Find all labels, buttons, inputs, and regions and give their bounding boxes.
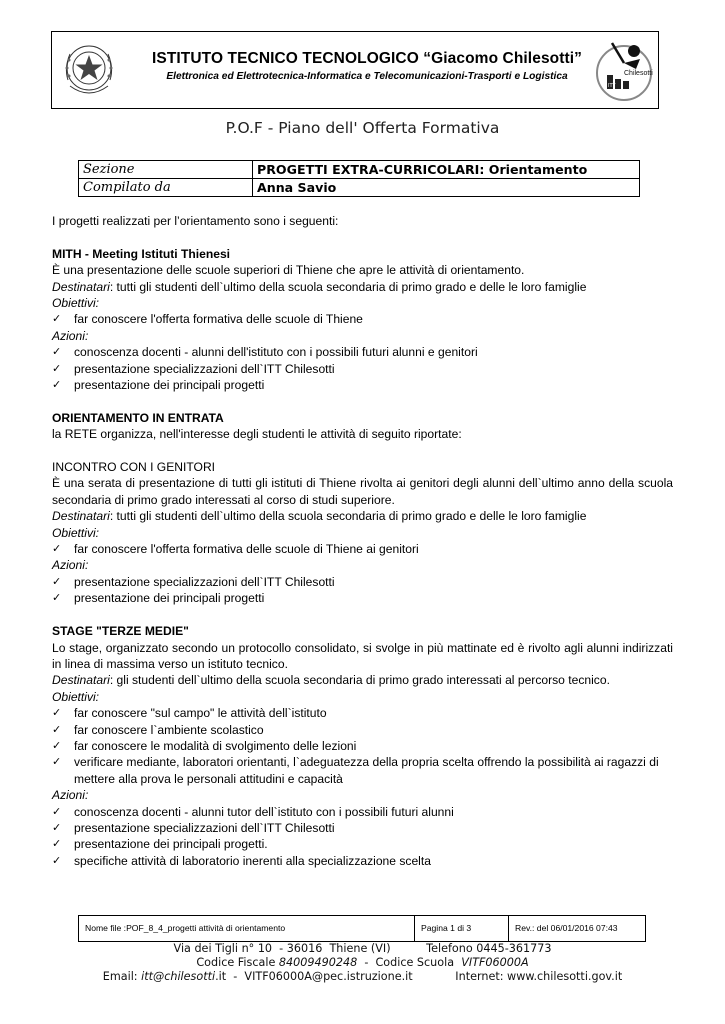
destinatari-text: : gli studenti dell`ultimo della scuola secondaria di primo grado interessati al percorso tecnico. bbox=[109, 673, 610, 688]
stage-heading: STAGE "TERZE MEDIE" bbox=[52, 624, 189, 639]
meta-value-compilato: Anna Savio bbox=[253, 179, 640, 197]
address-line: Via dei Tigli n° 10 - 36016 Thiene (VI) Telefono 0445-361773 bbox=[173, 942, 552, 955]
chilesotti-logo-icon bbox=[594, 35, 654, 105]
list-item-text: conoscenza docenti - alunni dell'istituto con i possibili futuri alunni e genitori bbox=[74, 345, 478, 360]
table-row bbox=[79, 179, 640, 197]
checkmark-icon: ✓ bbox=[52, 591, 62, 605]
mith-obiettivi-list bbox=[52, 311, 673, 327]
checkmark-icon: ✓ bbox=[52, 755, 62, 769]
checkmark-icon: ✓ bbox=[52, 542, 62, 556]
school-name: ISTITUTO TECNICO TECNOLOGICO “Giacomo Chilesotti” bbox=[151, 50, 583, 67]
list-item-text: presentazione dei principali progetti bbox=[74, 378, 265, 393]
school-code-label: - Codice Scuola bbox=[357, 956, 462, 969]
fiscal-code-label: Codice Fiscale bbox=[196, 956, 279, 969]
footer-file-name: Nome file :POF_8_4_progetti attività di orientamento bbox=[79, 916, 415, 941]
checkmark-icon: ✓ bbox=[52, 722, 62, 736]
stage-destinatari bbox=[52, 672, 673, 688]
azioni-label: Azioni: bbox=[52, 788, 89, 803]
genitori-heading: INCONTRO CON I GENITORI bbox=[52, 460, 216, 475]
email-label: Email: bbox=[102, 970, 142, 983]
list-item bbox=[52, 804, 673, 820]
document-meta-table bbox=[78, 160, 640, 197]
checkmark-icon: ✓ bbox=[52, 837, 62, 851]
stage-azioni-list bbox=[52, 804, 673, 870]
destinatari-text: : tutti gli studenti dell`ultimo della scuola secondaria di primo grado e delle le loro famiglie bbox=[109, 279, 587, 294]
stage-description: Lo stage, organizzato secondo un protocollo consolidato, si svolge in più mattinate ed è rivolto agli alunni indirizzati in linea di massima verso un istituto tecnico. bbox=[52, 640, 673, 671]
list-item bbox=[52, 377, 673, 393]
meta-key-sezione: Sezione bbox=[79, 161, 253, 179]
genitori-description: È una serata di presentazione di tutti gli istituti di Thiene rivolta ai genitori degli alunni dell`ultimo anno della scuola secondaria di primo grado interessati al corso di studi superiore. bbox=[52, 476, 673, 507]
list-item bbox=[52, 541, 673, 557]
obiettivi-label: Obiettivi: bbox=[52, 689, 100, 704]
list-item bbox=[52, 853, 673, 869]
list-item bbox=[52, 820, 673, 836]
mith-heading: MITH - Meeting Istituti Thienesi bbox=[52, 246, 231, 261]
table-row bbox=[79, 161, 640, 179]
list-item bbox=[52, 722, 673, 738]
meta-value-sezione: PROGETTI EXTRA-CURRICOLARI: Orientamento bbox=[253, 161, 640, 179]
list-item bbox=[52, 738, 673, 754]
contact-rest[interactable]: .it - VITF06000A@pec.istruzione.it Internet: www.chilesotti.gov.it bbox=[215, 970, 623, 983]
checkmark-icon: ✓ bbox=[52, 378, 62, 392]
list-item bbox=[52, 590, 673, 606]
checkmark-icon: ✓ bbox=[52, 574, 62, 588]
mith-description: È una presentazione delle scuole superiori di Thiene che apre le attività di orientamento. bbox=[52, 263, 525, 278]
document-title: P.O.F - Piano dell' Offerta Formativa bbox=[225, 119, 500, 137]
italian-republic-emblem-icon bbox=[62, 38, 116, 102]
logo-letters: ITT bbox=[608, 83, 616, 89]
checkmark-icon: ✓ bbox=[52, 361, 62, 375]
checkmark-icon: ✓ bbox=[52, 312, 62, 326]
meta-key-compilato: Compilato da bbox=[79, 179, 253, 197]
list-item-text: presentazione dei principali progetti. bbox=[74, 837, 268, 852]
intro-text: I progetti realizzati per l’orientamento sono i seguenti: bbox=[52, 214, 339, 228]
list-item-text: far conoscere l'offerta formativa delle scuole di Thiene ai genitori bbox=[74, 542, 419, 557]
azioni-label: Azioni: bbox=[52, 328, 89, 343]
email-user[interactable]: itt@chilesotti bbox=[141, 970, 216, 983]
logo-text: Chilesotti bbox=[624, 70, 653, 77]
genitori-azioni-list bbox=[52, 574, 673, 607]
checkmark-icon: ✓ bbox=[52, 820, 62, 834]
obiettivi-label: Obiettivi: bbox=[52, 525, 100, 540]
obiettivi-label: Obiettivi: bbox=[52, 296, 100, 311]
genitori-obiettivi-list bbox=[52, 541, 673, 557]
list-item bbox=[52, 344, 673, 360]
school-departments: Elettronica ed Elettrotecnica-Informatica e Telecomunicazioni-Trasporti e Logistica bbox=[166, 71, 568, 82]
list-item bbox=[52, 836, 673, 852]
destinatari-label: Destinatari bbox=[52, 279, 110, 294]
contact-line bbox=[0, 970, 725, 983]
list-item-text: far conoscere l`ambiente scolastico bbox=[74, 722, 264, 737]
checkmark-icon: ✓ bbox=[52, 706, 62, 720]
checkmark-icon: ✓ bbox=[52, 804, 62, 818]
list-item bbox=[52, 705, 673, 721]
document-body bbox=[52, 213, 673, 869]
list-item-text: presentazione specializzazioni dell`ITT Chilesotti bbox=[74, 574, 335, 589]
destinatari-text: : tutti gli studenti dell`ultimo della scuola secondaria di primo grado e delle le loro famiglie bbox=[109, 509, 587, 524]
azioni-label: Azioni: bbox=[52, 558, 89, 573]
list-item-text: presentazione dei principali progetti bbox=[74, 591, 265, 606]
list-item-text: presentazione specializzazioni dell`ITT Chilesotti bbox=[74, 361, 335, 376]
school-code-value: VITF06000A bbox=[461, 956, 529, 969]
fiscal-code-value: 84009490248 bbox=[278, 956, 358, 969]
checkmark-icon: ✓ bbox=[52, 853, 62, 867]
list-item-text: specifiche attività di laboratorio inerenti alla specializzazione scelta bbox=[74, 853, 431, 868]
letterhead bbox=[51, 31, 659, 109]
destinatari-label: Destinatari bbox=[52, 673, 110, 688]
list-item-text: far conoscere l'offerta formativa delle scuole di Thiene bbox=[74, 312, 363, 327]
stage-obiettivi-list bbox=[52, 705, 673, 787]
list-item bbox=[52, 311, 673, 327]
genitori-destinatari bbox=[52, 508, 673, 524]
list-item-text: far conoscere "sul campo" le attività dell`istituto bbox=[74, 706, 327, 721]
destinatari-label: Destinatari bbox=[52, 509, 110, 524]
list-item bbox=[52, 574, 673, 590]
entrata-description: la RETE organizza, nell'interesse degli studenti le attività di seguito riportate: bbox=[52, 427, 462, 442]
list-item-text: far conoscere le modalità di svolgimento delle lezioni bbox=[74, 738, 357, 753]
list-item-text: conoscenza docenti - alunni tutor dell`istituto con i possibili futuri alunni bbox=[74, 804, 454, 819]
footer-page-number: Pagina 1 di 3 bbox=[415, 916, 509, 941]
entrata-heading: ORIENTAMENTO IN ENTRATA bbox=[52, 410, 224, 425]
fiscal-code-line bbox=[0, 956, 725, 969]
footer-revision: Rev.: del 06/01/2016 07:43 bbox=[515, 923, 618, 933]
document-footer bbox=[78, 915, 646, 942]
mith-azioni-list bbox=[52, 344, 673, 393]
list-item-text: verificare mediante, laboratori orientanti, l`adeguatezza della propria scelta offrendo la possibilità ai ragazzi di mettere alla prova le personali attitudini e capacità bbox=[74, 755, 659, 786]
list-item-text: presentazione specializzazioni dell`ITT Chilesotti bbox=[74, 820, 335, 835]
checkmark-icon: ✓ bbox=[52, 738, 62, 752]
list-item bbox=[52, 754, 673, 787]
mith-destinatari bbox=[52, 279, 673, 295]
list-item bbox=[52, 361, 673, 377]
checkmark-icon: ✓ bbox=[52, 345, 62, 359]
